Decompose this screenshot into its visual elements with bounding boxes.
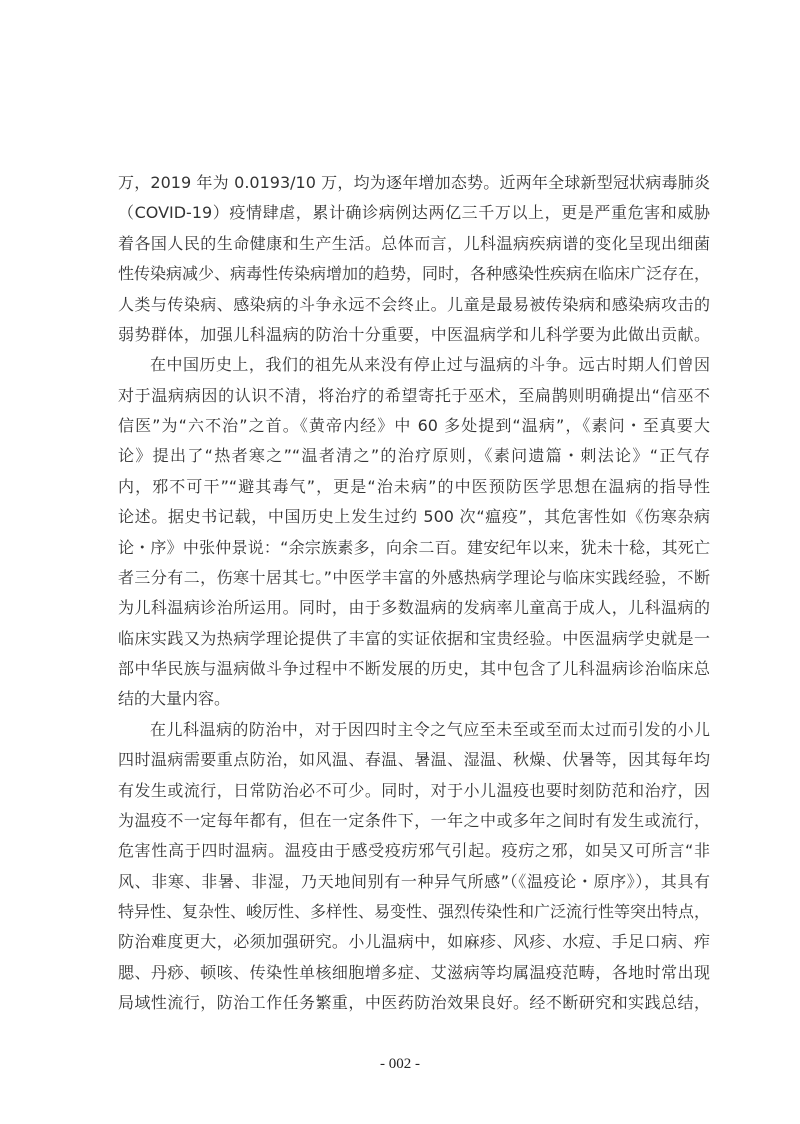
text-line: 特异性、复杂性、峻厉性、多样性、易变性、强烈传染性和广泛流行性等突出特点， — [118, 902, 711, 921]
text-line: 结的大量内容。 — [118, 689, 231, 709]
text-line: 性传染病减少、病毒性传染病增加的趋势，同时，各种感染性疾病在临床广泛存在， — [118, 264, 711, 284]
text-line: 万，2019 年为 0.0193/10 万，均为逐年增加态势。近两年全球新型冠状病毒肺炎 — [118, 173, 710, 192]
text-line: 信医”为“六不治”之首。《黄帝内经》中 60 多处提到“温病”，《素问・至真要大 — [118, 416, 710, 435]
text-line: 部中华民族与温病做斗争过程中不断发展的历史，其中包含了儿科温病诊治临床总 — [118, 659, 710, 678]
text-line: 对于温病病因的认识不清，将治疗的希望寄托于巫术，至扁鹊则明确提出“信巫不 — [118, 385, 710, 405]
text-line: 论述。据史书记载，中国历史上发生过约 500 次“瘟疫”，其危害性如《伤寒杂病 — [118, 507, 710, 527]
text-line: 在儿科温病的防治中，对于因四时主令之气应至未至或至而太过而引发的小儿 — [150, 719, 710, 739]
text-line: 临床实践又为热病学理论提供了丰富的实证依据和宝贵经验。中医温病学史就是一 — [118, 628, 710, 648]
text-line: 有发生或流行，日常防治必不可少。同时，对于小儿温疫也要时刻防范和治疗，因 — [118, 780, 710, 800]
text-line: 为温疫不一定每年都有，但在一定条件下，一年之中或多年之间时有发生或流行， — [118, 810, 710, 830]
text-line: 论》提出了“热者寒之”“温者清之”的治疗原则，《素问遗篇・刺法论》“正气存 — [118, 446, 710, 466]
text-line: 论・序》中张仲景说：“余宗族素多，向余二百。建安纪年以来，犹未十稔，其死亡 — [118, 537, 710, 557]
paragraph — [118, 350, 710, 715]
page-number: - 002 - — [380, 1056, 420, 1072]
text-line: 在中国历史上，我们的祖先从来没有停止过与温病的斗争。远古时期人们曾因 — [150, 355, 710, 375]
text-line: 局域性流行，防治工作任务繁重，中医药防治效果良好。经不断研究和实践总结， — [118, 993, 710, 1013]
text-line: 弱势群体，加强儿科温病的防治十分重要，中医温病学和儿科学要为此做出贡献。 — [118, 324, 710, 344]
paragraph — [118, 715, 710, 1019]
text-line: 内，邪不可干”“避其毒气”，更是“治未病”的中医预防医学思想在温病的指导性 — [118, 476, 710, 496]
text-line: 腮、丹痧、顿咳、传染性单核细胞增多症、艾滋病等均属温疫范畴，各地时常出现 — [118, 962, 710, 982]
text-line: 者三分有二，伤寒十居其七。”中医学丰富的外感热病学理论与临床实践经验，不断 — [118, 567, 710, 587]
text-line: 着各国人民的生命健康和生产生活。总体而言，儿科温病疾病谱的变化呈现出细菌 — [118, 233, 710, 253]
text-line: 防治难度更大，必须加强研究。小儿温病中，如麻疹、风疹、水痘、手足口病、痄 — [118, 932, 710, 952]
text-line: 为儿科温病诊治所运用。同时，由于多数温病的发病率儿童高于成人，儿科温病的 — [118, 598, 710, 618]
text-line: （COVID-19）疫情肆虐，累计确诊病例达两亿三千万以上，更是严重危害和威胁 — [118, 203, 710, 223]
text-line: 四时温病需要重点防治，如风温、春温、暑温、湿温、秋燥、伏暑等，因其每年均 — [118, 750, 710, 770]
paragraph — [118, 168, 710, 350]
body-text — [118, 168, 710, 1019]
text-line: 人类与传染病、感染病的斗争永远不会终止。儿童是最易被传染病和感染病攻击的 — [118, 294, 710, 314]
text-line: 危害性高于四时温病。温疫由于感受疫疠邪气引起。疫疠之邪，如吴又可所言“非 — [118, 841, 710, 861]
text-line: 风、非寒、非暑、非湿，乃天地间别有一种异气所感”（《温疫论・原序》），其具有 — [118, 871, 710, 891]
